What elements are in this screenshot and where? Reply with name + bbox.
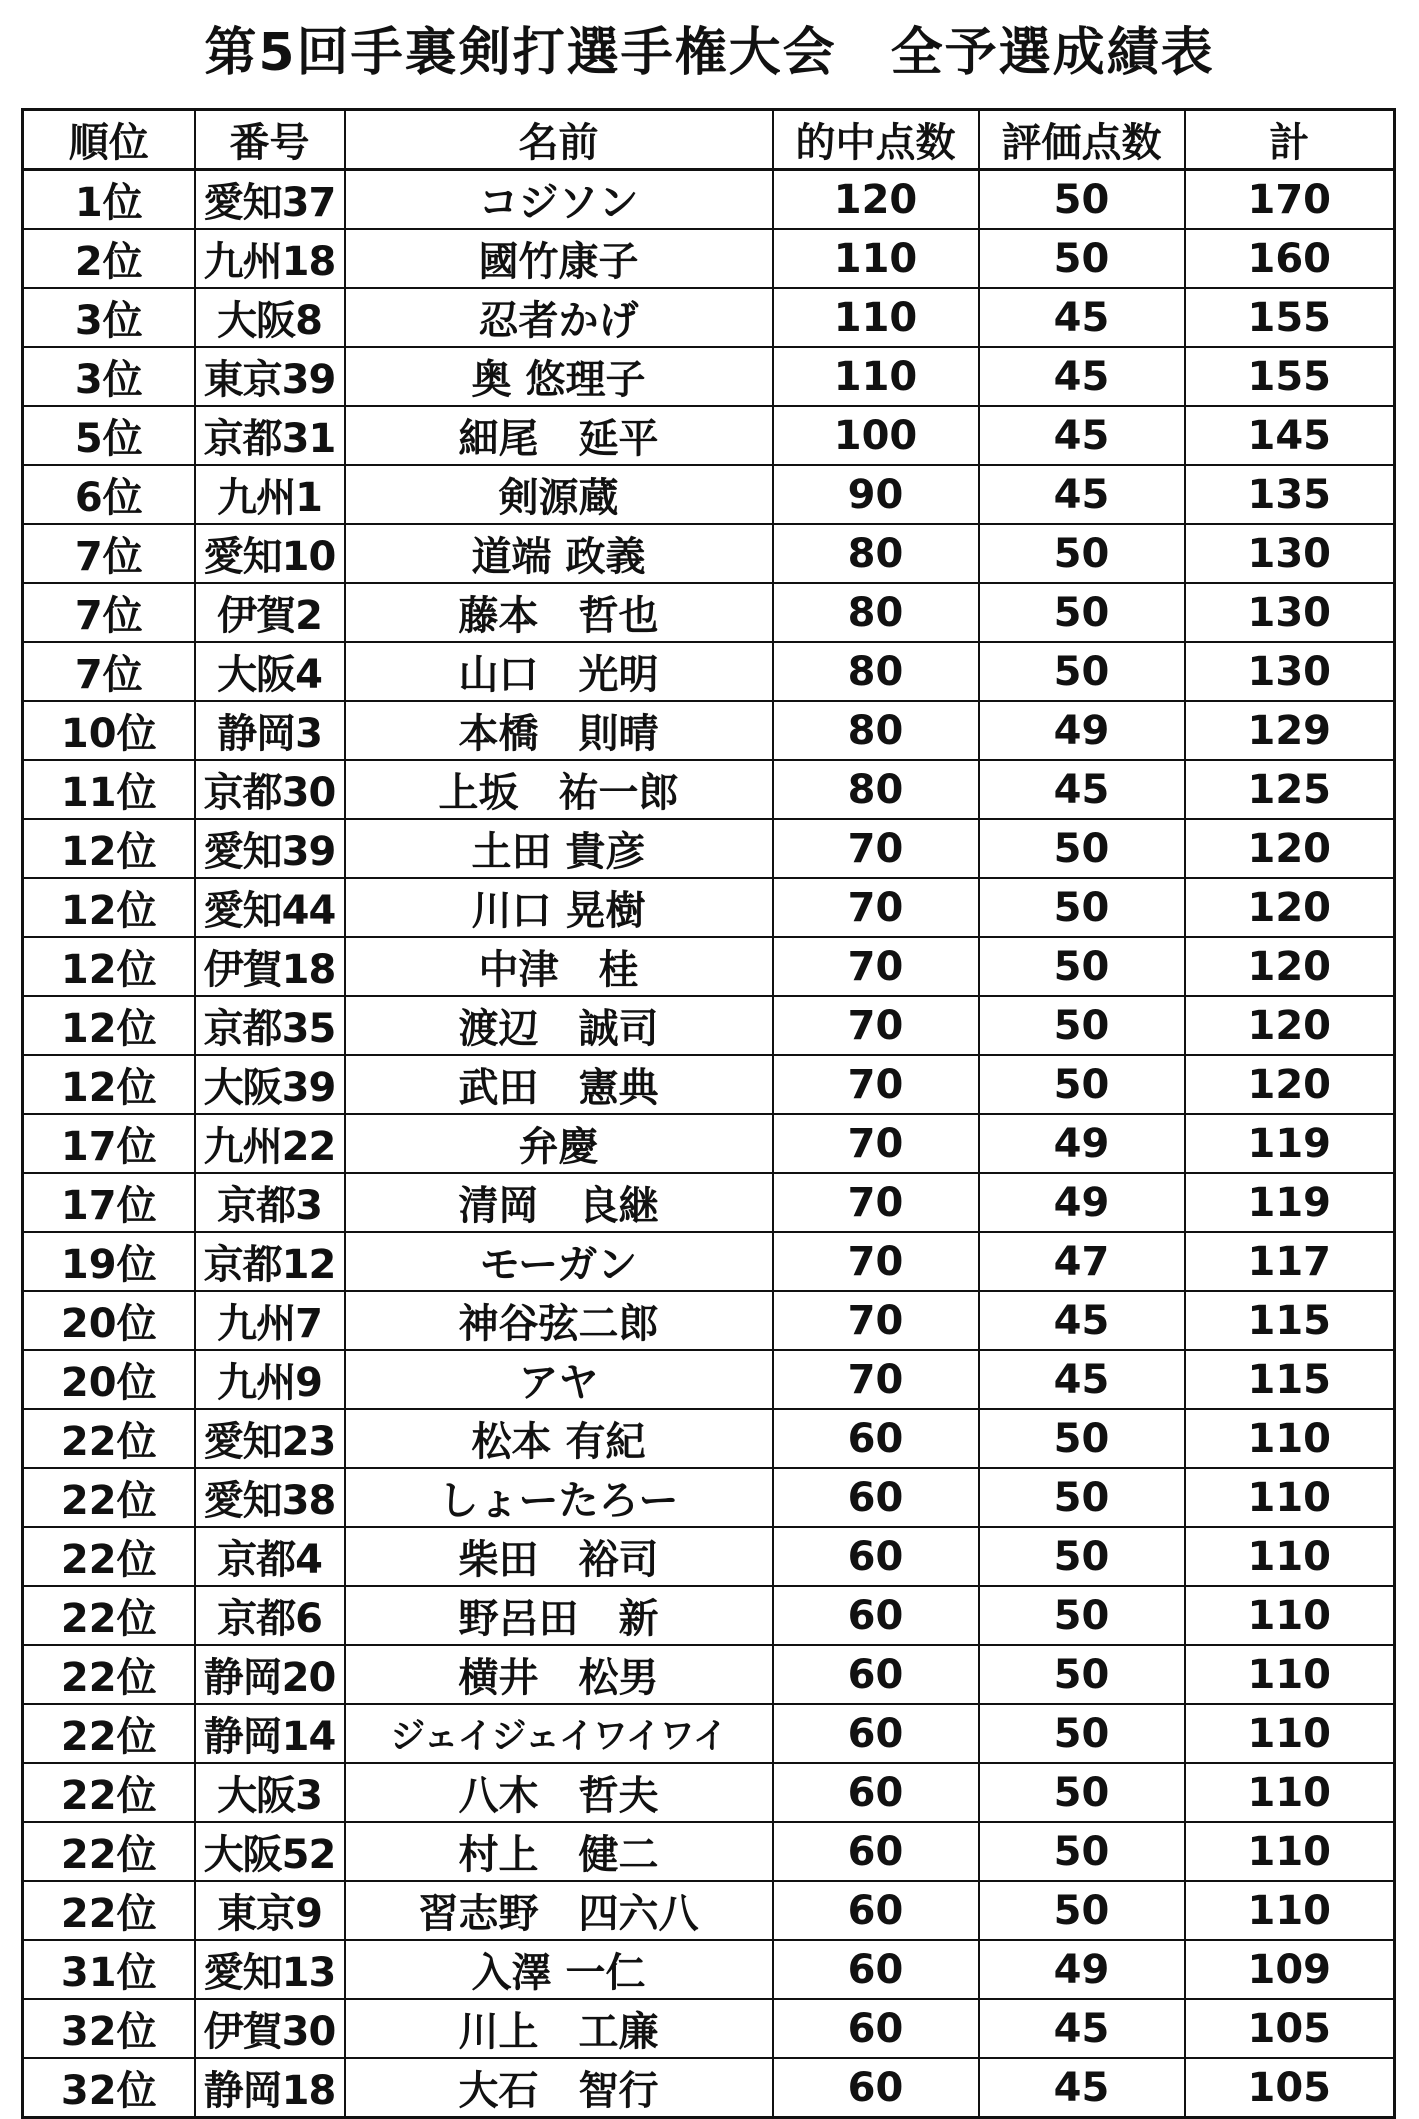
- rank-cell: 19位: [23, 1232, 195, 1291]
- number-cell: 九州18: [195, 229, 345, 288]
- total-cell: 115: [1185, 1350, 1395, 1409]
- total-cell: 130: [1185, 524, 1395, 583]
- eval-points-cell: 45: [979, 1291, 1185, 1350]
- rank-cell: 32位: [23, 2058, 195, 2118]
- header-number: 番号: [195, 110, 345, 170]
- name-cell: 國竹康子: [345, 229, 773, 288]
- number-cell: 静岡20: [195, 1645, 345, 1704]
- number-cell: 伊賀2: [195, 583, 345, 642]
- total-cell: 155: [1185, 347, 1395, 406]
- name-cell: 習志野 四六八: [345, 1881, 773, 1940]
- hit-points-cell: 90: [773, 465, 979, 524]
- total-cell: 170: [1185, 170, 1395, 230]
- table-row: [23, 819, 1395, 878]
- name-cell: 横井 松男: [345, 1645, 773, 1704]
- table-row: [23, 288, 1395, 347]
- eval-points-cell: 50: [979, 229, 1185, 288]
- hit-points-cell: 60: [773, 1940, 979, 1999]
- total-cell: 155: [1185, 288, 1395, 347]
- rank-cell: 12位: [23, 996, 195, 1055]
- hit-points-cell: 110: [773, 288, 979, 347]
- number-cell: 九州1: [195, 465, 345, 524]
- table-row: [23, 1527, 1395, 1586]
- eval-points-cell: 50: [979, 1645, 1185, 1704]
- total-cell: 110: [1185, 1704, 1395, 1763]
- hit-points-cell: 70: [773, 1232, 979, 1291]
- eval-points-cell: 50: [979, 1881, 1185, 1940]
- rank-cell: 1位: [23, 170, 195, 230]
- hit-points-cell: 70: [773, 819, 979, 878]
- name-cell: 渡辺 誠司: [345, 996, 773, 1055]
- name-cell: 松本 有紀: [345, 1409, 773, 1468]
- number-cell: 大阪4: [195, 642, 345, 701]
- name-cell: ジェイジェイワイワイ: [345, 1704, 773, 1763]
- table-row: [23, 1940, 1395, 1999]
- number-cell: 東京39: [195, 347, 345, 406]
- rank-cell: 10位: [23, 701, 195, 760]
- hit-points-cell: 70: [773, 996, 979, 1055]
- rank-cell: 22位: [23, 1881, 195, 1940]
- name-cell: 本橋 則晴: [345, 701, 773, 760]
- table-row: [23, 1586, 1395, 1645]
- eval-points-cell: 50: [979, 642, 1185, 701]
- hit-points-cell: 60: [773, 1999, 979, 2058]
- header-hit-points: 的中点数: [773, 110, 979, 170]
- total-cell: 110: [1185, 1527, 1395, 1586]
- hit-points-cell: 70: [773, 1291, 979, 1350]
- rank-cell: 22位: [23, 1645, 195, 1704]
- number-cell: 愛知44: [195, 878, 345, 937]
- table-row: [23, 1645, 1395, 1704]
- total-cell: 115: [1185, 1291, 1395, 1350]
- hit-points-cell: 60: [773, 2058, 979, 2118]
- eval-points-cell: 45: [979, 1999, 1185, 2058]
- name-cell: 土田 貴彦: [345, 819, 773, 878]
- table-row: [23, 1291, 1395, 1350]
- total-cell: 125: [1185, 760, 1395, 819]
- page-title: 第5回手裏剣打選手権大会 全予選成績表: [204, 23, 1215, 83]
- eval-points-cell: 45: [979, 760, 1185, 819]
- rank-cell: 6位: [23, 465, 195, 524]
- hit-points-cell: 60: [773, 1409, 979, 1468]
- table-row: [23, 1468, 1395, 1527]
- table-row: [23, 1704, 1395, 1763]
- total-cell: 105: [1185, 2058, 1395, 2118]
- rank-cell: 2位: [23, 229, 195, 288]
- name-cell: 村上 健二: [345, 1822, 773, 1881]
- total-cell: 110: [1185, 1645, 1395, 1704]
- number-cell: 京都30: [195, 760, 345, 819]
- name-cell: 中津 桂: [345, 937, 773, 996]
- eval-points-cell: 47: [979, 1232, 1185, 1291]
- number-cell: 伊賀30: [195, 1999, 345, 2058]
- number-cell: 大阪3: [195, 1763, 345, 1822]
- rank-cell: 12位: [23, 1055, 195, 1114]
- rank-cell: 5位: [23, 406, 195, 465]
- hit-points-cell: 110: [773, 229, 979, 288]
- rank-cell: 12位: [23, 819, 195, 878]
- eval-points-cell: 50: [979, 1586, 1185, 1645]
- eval-points-cell: 50: [979, 937, 1185, 996]
- rank-cell: 7位: [23, 524, 195, 583]
- eval-points-cell: 50: [979, 878, 1185, 937]
- eval-points-cell: 50: [979, 1763, 1185, 1822]
- hit-points-cell: 70: [773, 878, 979, 937]
- rank-cell: 7位: [23, 642, 195, 701]
- name-cell: 山口 光明: [345, 642, 773, 701]
- number-cell: 愛知39: [195, 819, 345, 878]
- eval-points-cell: 49: [979, 1940, 1185, 1999]
- table-row: [23, 2058, 1395, 2118]
- total-cell: 120: [1185, 878, 1395, 937]
- hit-points-cell: 60: [773, 1527, 979, 1586]
- name-cell: 武田 憲典: [345, 1055, 773, 1114]
- table-row: [23, 760, 1395, 819]
- eval-points-cell: 50: [979, 819, 1185, 878]
- total-cell: 130: [1185, 583, 1395, 642]
- table-row: [23, 347, 1395, 406]
- table-header-row: [23, 110, 1395, 170]
- rank-cell: 31位: [23, 1940, 195, 1999]
- name-cell: 奥 悠理子: [345, 347, 773, 406]
- number-cell: 愛知23: [195, 1409, 345, 1468]
- name-cell: 細尾 延平: [345, 406, 773, 465]
- rank-cell: 11位: [23, 760, 195, 819]
- hit-points-cell: 60: [773, 1704, 979, 1763]
- name-cell: 柴田 裕司: [345, 1527, 773, 1586]
- rank-cell: 22位: [23, 1763, 195, 1822]
- total-cell: 110: [1185, 1822, 1395, 1881]
- table-row: [23, 170, 1395, 230]
- number-cell: 愛知13: [195, 1940, 345, 1999]
- total-cell: 129: [1185, 701, 1395, 760]
- eval-points-cell: 50: [979, 1055, 1185, 1114]
- number-cell: 大阪8: [195, 288, 345, 347]
- rank-cell: 12位: [23, 937, 195, 996]
- number-cell: 愛知10: [195, 524, 345, 583]
- rank-cell: 17位: [23, 1114, 195, 1173]
- header-total: 計: [1185, 110, 1395, 170]
- eval-points-cell: 50: [979, 1822, 1185, 1881]
- hit-points-cell: 70: [773, 1350, 979, 1409]
- header-rank: 順位: [23, 110, 195, 170]
- table-row: [23, 524, 1395, 583]
- rank-cell: 7位: [23, 583, 195, 642]
- rank-cell: 22位: [23, 1468, 195, 1527]
- name-cell: 弁慶: [345, 1114, 773, 1173]
- table-row: [23, 1055, 1395, 1114]
- name-cell: 入澤 一仁: [345, 1940, 773, 1999]
- number-cell: 伊賀18: [195, 937, 345, 996]
- rank-cell: 12位: [23, 878, 195, 937]
- name-cell: 忍者かげ: [345, 288, 773, 347]
- table-row: [23, 1999, 1395, 2058]
- rank-cell: 32位: [23, 1999, 195, 2058]
- total-cell: 120: [1185, 996, 1395, 1055]
- number-cell: 京都35: [195, 996, 345, 1055]
- table-row: [23, 406, 1395, 465]
- name-cell: 上坂 祐一郎: [345, 760, 773, 819]
- name-cell: 野呂田 新: [345, 1586, 773, 1645]
- total-cell: 120: [1185, 937, 1395, 996]
- total-cell: 160: [1185, 229, 1395, 288]
- number-cell: 京都3: [195, 1173, 345, 1232]
- hit-points-cell: 110: [773, 347, 979, 406]
- rank-cell: 3位: [23, 288, 195, 347]
- eval-points-cell: 50: [979, 1468, 1185, 1527]
- eval-points-cell: 45: [979, 288, 1185, 347]
- results-body: [23, 170, 1395, 2118]
- total-cell: 130: [1185, 642, 1395, 701]
- hit-points-cell: 60: [773, 1468, 979, 1527]
- table-row: [23, 465, 1395, 524]
- header-eval-points: 評価点数: [979, 110, 1185, 170]
- total-cell: 119: [1185, 1173, 1395, 1232]
- eval-points-cell: 50: [979, 583, 1185, 642]
- total-cell: 110: [1185, 1586, 1395, 1645]
- eval-points-cell: 45: [979, 347, 1185, 406]
- table-row: [23, 1881, 1395, 1940]
- header-name: 名前: [345, 110, 773, 170]
- hit-points-cell: 100: [773, 406, 979, 465]
- name-cell: アヤ: [345, 1350, 773, 1409]
- rank-cell: 17位: [23, 1173, 195, 1232]
- total-cell: 120: [1185, 1055, 1395, 1114]
- eval-points-cell: 45: [979, 465, 1185, 524]
- name-cell: 清岡 良継: [345, 1173, 773, 1232]
- eval-points-cell: 50: [979, 170, 1185, 230]
- name-cell: 藤本 哲也: [345, 583, 773, 642]
- name-cell: モーガン: [345, 1232, 773, 1291]
- hit-points-cell: 80: [773, 701, 979, 760]
- rank-cell: 22位: [23, 1409, 195, 1468]
- number-cell: 京都6: [195, 1586, 345, 1645]
- eval-points-cell: 50: [979, 1704, 1185, 1763]
- hit-points-cell: 60: [773, 1763, 979, 1822]
- eval-points-cell: 45: [979, 2058, 1185, 2118]
- eval-points-cell: 49: [979, 701, 1185, 760]
- rank-cell: 22位: [23, 1822, 195, 1881]
- rank-cell: 20位: [23, 1350, 195, 1409]
- table-row: [23, 642, 1395, 701]
- number-cell: 静岡3: [195, 701, 345, 760]
- name-cell: 神谷弦二郎: [345, 1291, 773, 1350]
- hit-points-cell: 60: [773, 1881, 979, 1940]
- eval-points-cell: 45: [979, 406, 1185, 465]
- name-cell: コジソン: [345, 170, 773, 230]
- table-row: [23, 701, 1395, 760]
- total-cell: 135: [1185, 465, 1395, 524]
- table-row: [23, 1173, 1395, 1232]
- total-cell: 105: [1185, 1999, 1395, 2058]
- total-cell: 117: [1185, 1232, 1395, 1291]
- name-cell: 川上 工廉: [345, 1999, 773, 2058]
- table-row: [23, 996, 1395, 1055]
- name-cell: 川口 晃樹: [345, 878, 773, 937]
- total-cell: 110: [1185, 1409, 1395, 1468]
- number-cell: 静岡18: [195, 2058, 345, 2118]
- rank-cell: 22位: [23, 1527, 195, 1586]
- eval-points-cell: 49: [979, 1173, 1185, 1232]
- table-row: [23, 937, 1395, 996]
- hit-points-cell: 80: [773, 583, 979, 642]
- number-cell: 静岡14: [195, 1704, 345, 1763]
- number-cell: 東京9: [195, 1881, 345, 1940]
- table-row: [23, 229, 1395, 288]
- total-cell: 109: [1185, 1940, 1395, 1999]
- total-cell: 145: [1185, 406, 1395, 465]
- hit-points-cell: 70: [773, 1173, 979, 1232]
- number-cell: 九州9: [195, 1350, 345, 1409]
- hit-points-cell: 70: [773, 1055, 979, 1114]
- rank-cell: 20位: [23, 1291, 195, 1350]
- hit-points-cell: 80: [773, 642, 979, 701]
- number-cell: 九州7: [195, 1291, 345, 1350]
- eval-points-cell: 50: [979, 1527, 1185, 1586]
- table-row: [23, 1822, 1395, 1881]
- name-cell: 大石 智行: [345, 2058, 773, 2118]
- number-cell: 愛知37: [195, 170, 345, 230]
- number-cell: 愛知38: [195, 1468, 345, 1527]
- hit-points-cell: 70: [773, 1114, 979, 1173]
- eval-points-cell: 49: [979, 1114, 1185, 1173]
- total-cell: 110: [1185, 1468, 1395, 1527]
- number-cell: 京都4: [195, 1527, 345, 1586]
- eval-points-cell: 50: [979, 524, 1185, 583]
- table-row: [23, 1409, 1395, 1468]
- hit-points-cell: 70: [773, 937, 979, 996]
- hit-points-cell: 60: [773, 1586, 979, 1645]
- number-cell: 大阪39: [195, 1055, 345, 1114]
- total-cell: 110: [1185, 1881, 1395, 1940]
- rank-cell: 22位: [23, 1586, 195, 1645]
- table-row: [23, 583, 1395, 642]
- rank-cell: 22位: [23, 1704, 195, 1763]
- hit-points-cell: 60: [773, 1822, 979, 1881]
- eval-points-cell: 50: [979, 1409, 1185, 1468]
- number-cell: 京都31: [195, 406, 345, 465]
- table-row: [23, 1350, 1395, 1409]
- hit-points-cell: 120: [773, 170, 979, 230]
- hit-points-cell: 80: [773, 760, 979, 819]
- number-cell: 九州22: [195, 1114, 345, 1173]
- results-table: [21, 108, 1396, 2119]
- eval-points-cell: 50: [979, 996, 1185, 1055]
- hit-points-cell: 60: [773, 1645, 979, 1704]
- table-row: [23, 1232, 1395, 1291]
- total-cell: 110: [1185, 1763, 1395, 1822]
- rank-cell: 3位: [23, 347, 195, 406]
- hit-points-cell: 80: [773, 524, 979, 583]
- name-cell: 道端 政義: [345, 524, 773, 583]
- table-row: [23, 1763, 1395, 1822]
- total-cell: 119: [1185, 1114, 1395, 1173]
- total-cell: 120: [1185, 819, 1395, 878]
- name-cell: 八木 哲夫: [345, 1763, 773, 1822]
- table-row: [23, 1114, 1395, 1173]
- number-cell: 京都12: [195, 1232, 345, 1291]
- name-cell: 剣源蔵: [345, 465, 773, 524]
- number-cell: 大阪52: [195, 1822, 345, 1881]
- eval-points-cell: 45: [979, 1350, 1185, 1409]
- table-row: [23, 878, 1395, 937]
- name-cell: しょーたろー: [345, 1468, 773, 1527]
